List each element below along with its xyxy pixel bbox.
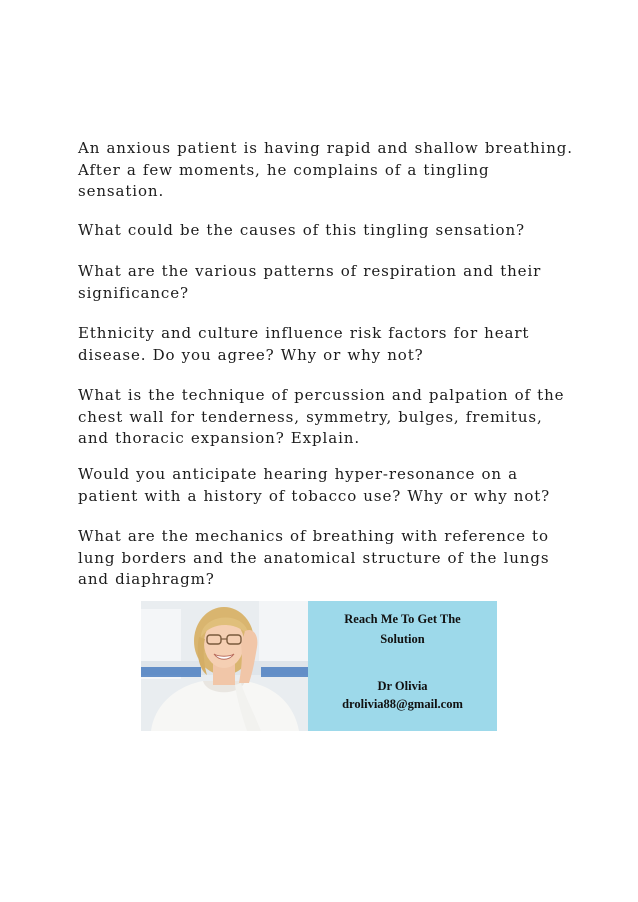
question-tingling-causes: What could be the causes of this tingling sensation? [78,221,525,239]
contact-banner [141,601,497,731]
question-percussion-palpation: What is the technique of percussion and palpation of the chest wall for tenderness, symmetry, bulges, fremitus, and thoracic expansion? Explain. [78,386,565,447]
question-hyper-resonance: Would you anticipate hearing hyper-resonance on a patient with a history of tobacco use? Why or why not? [78,465,551,505]
paragraph-scenario: An anxious patient is having rapid and shallow breathing. After a few moments, he complains of a tingling sensation. [78,139,573,200]
question-breathing-mechanics: What are the mechanics of breathing with reference to lung borders and the anatomical structure of the lungs and diaphragm? [78,527,550,588]
banner-headline-line2: Solution [380,632,425,646]
contact-panel [308,601,497,731]
question-ethnicity-culture: Ethnicity and culture influence risk factors for heart disease. Do you agree? Why or why not? [78,324,530,364]
banner-headline-line1: Reach Me To Get The [344,612,461,626]
question-respiration-patterns: What are the various patterns of respiration and their significance? [78,262,542,302]
banner-contact-name: Dr Olivia [377,679,428,693]
woman-photo [141,601,308,731]
banner-contact-email[interactable]: drolivia88@gmail.com [342,697,463,711]
